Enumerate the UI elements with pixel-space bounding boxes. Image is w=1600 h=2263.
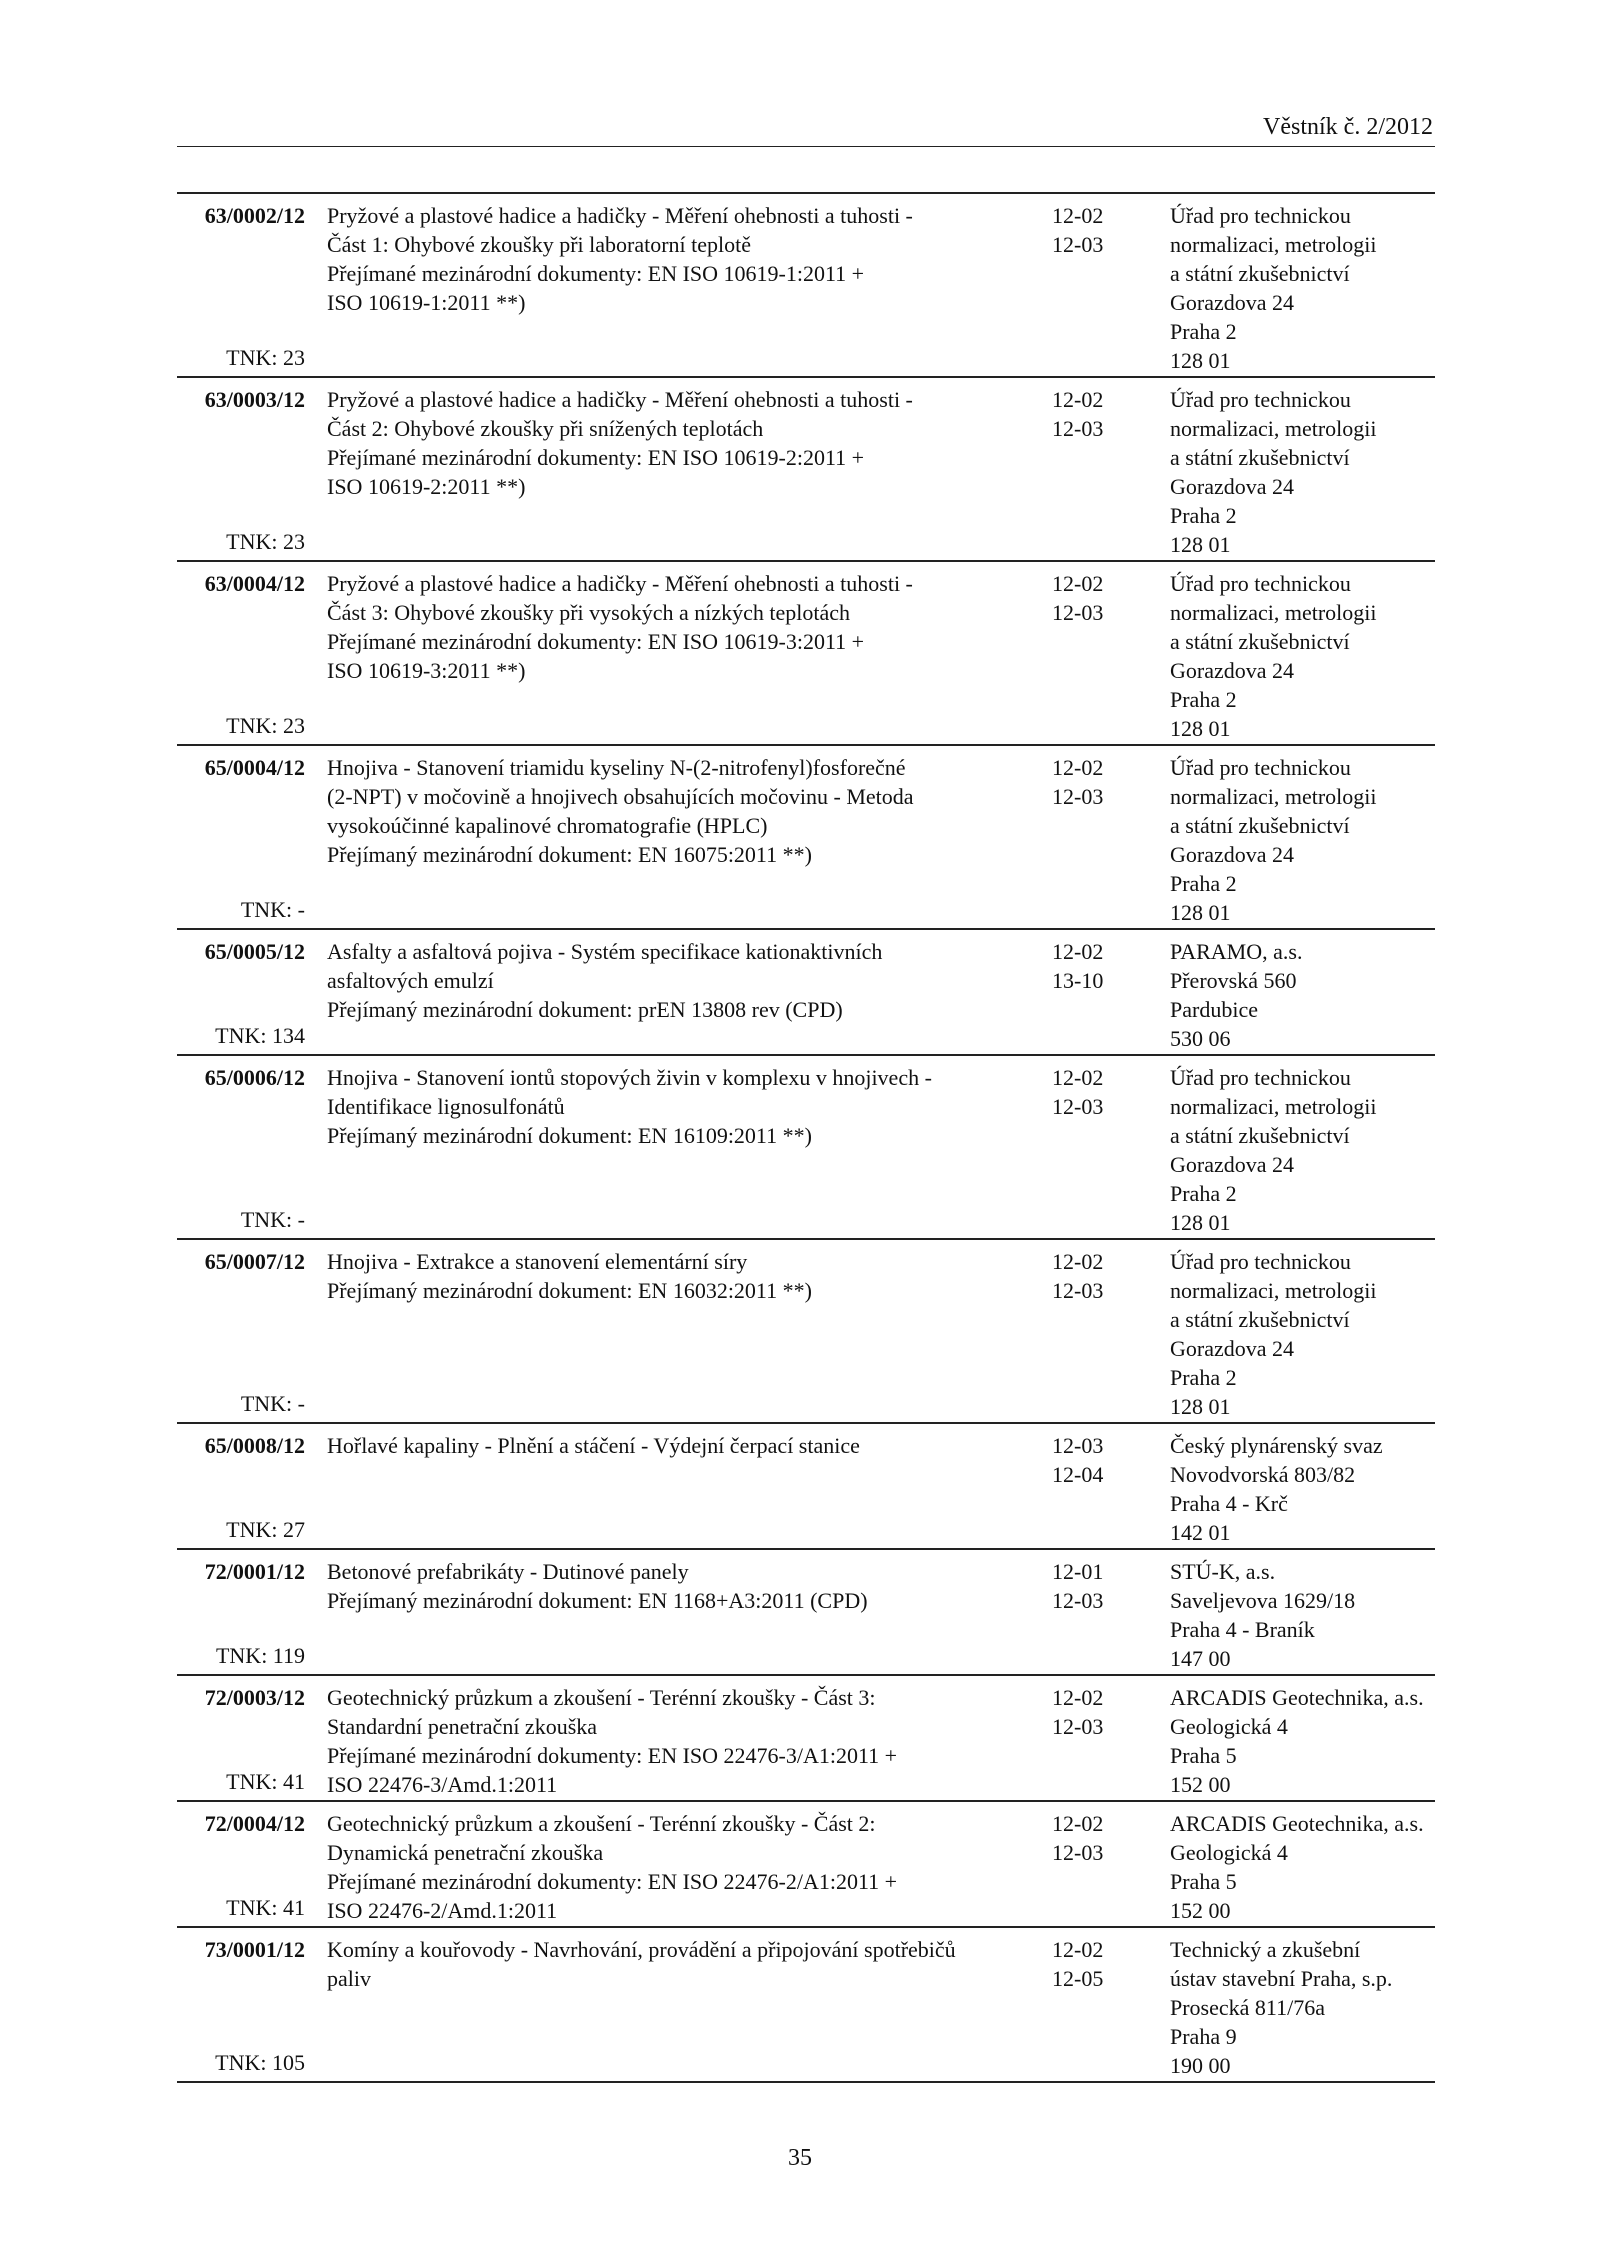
standard-id-cell xyxy=(177,1431,305,1550)
address-line: Saveljevova 1629/18 xyxy=(1170,1588,1356,1613)
address-line: Praha 5 xyxy=(1170,1743,1237,1768)
processor-address xyxy=(1170,1935,1440,2080)
dates-cell xyxy=(1052,1809,1152,1867)
standard-title xyxy=(327,385,1027,501)
title-line: Přejímaný mezinárodní dokument: EN 16075:2011 **) xyxy=(327,842,812,867)
address-line: Praha 9 xyxy=(1170,2024,1237,2049)
title-line: Přejímané mezinárodní dokumenty: EN ISO 10619-2:2011 + xyxy=(327,445,865,470)
address-line: Technický a zkušební xyxy=(1170,1937,1361,1962)
address-line: a státní zkušebnictví xyxy=(1170,261,1350,286)
address-line: normalizaci, metrologii xyxy=(1170,416,1377,441)
address-line: normalizaci, metrologii xyxy=(1170,1094,1377,1119)
title-line: Identifikace lignosulfonátů xyxy=(327,1094,565,1119)
dates-cell xyxy=(1052,201,1152,259)
address-line: a státní zkušebnictví xyxy=(1170,445,1350,470)
standard-title xyxy=(327,201,1027,317)
standard-id-cell xyxy=(177,937,305,1056)
processor-address xyxy=(1170,753,1440,927)
address-line: Praha 2 xyxy=(1170,503,1237,528)
standard-id: 72/0001/12 xyxy=(204,1559,305,1584)
date-value: 12-03 xyxy=(1052,1588,1104,1613)
page-header xyxy=(177,112,1435,147)
date-value: 12-04 xyxy=(1052,1462,1104,1487)
address-line: 128 01 xyxy=(1170,716,1231,741)
title-line: Hořlavé kapaliny - Plnění a stáčení - Výdejní čerpací stanice xyxy=(327,1433,860,1458)
processor-address xyxy=(1170,201,1440,375)
title-line: Přejímaný mezinárodní dokument: EN 16032:2011 **) xyxy=(327,1278,812,1303)
date-value: 12-03 xyxy=(1052,232,1104,257)
standard-title xyxy=(327,1431,1027,1460)
table-row xyxy=(177,378,1435,562)
table-row xyxy=(177,194,1435,378)
processor-address xyxy=(1170,1557,1440,1673)
processor-address xyxy=(1170,937,1440,1053)
address-line: normalizaci, metrologii xyxy=(1170,232,1377,257)
standard-id-cell xyxy=(177,1809,305,1928)
address-line: Praha 2 xyxy=(1170,1365,1237,1390)
processor-address xyxy=(1170,385,1440,559)
address-line: ústav stavební Praha, s.p. xyxy=(1170,1966,1393,1991)
address-line: Gorazdova 24 xyxy=(1170,658,1295,683)
standard-title xyxy=(327,1247,1027,1305)
address-line: 190 00 xyxy=(1170,2053,1231,2078)
tnk-label: TNK: 105 xyxy=(215,2050,305,2075)
standard-id: 72/0003/12 xyxy=(204,1685,305,1710)
address-line: 152 00 xyxy=(1170,1772,1231,1797)
standard-id-cell xyxy=(177,1683,305,1802)
standard-id-cell xyxy=(177,1557,305,1676)
date-value: 12-03 xyxy=(1052,600,1104,625)
standard-id: 65/0007/12 xyxy=(204,1249,305,1274)
address-line: Přerovská 560 xyxy=(1170,968,1297,993)
title-line: ISO 22476-3/Amd.1:2011 xyxy=(327,1772,558,1797)
standard-id: 63/0002/12 xyxy=(204,203,305,228)
address-line: Prosecká 811/76a xyxy=(1170,1995,1325,2020)
address-line: Úřad pro technickou xyxy=(1170,387,1351,412)
date-value: 12-02 xyxy=(1052,1811,1104,1836)
address-line: normalizaci, metrologii xyxy=(1170,784,1377,809)
address-line: a státní zkušebnictví xyxy=(1170,1123,1350,1148)
title-line: Hnojiva - Extrakce a stanovení elementární síry xyxy=(327,1249,748,1274)
address-line: Novodvorská 803/82 xyxy=(1170,1462,1356,1487)
processor-address xyxy=(1170,1683,1440,1799)
dates-cell xyxy=(1052,385,1152,443)
address-line: Gorazdova 24 xyxy=(1170,474,1295,499)
standard-title xyxy=(327,937,1027,1024)
address-line: 128 01 xyxy=(1170,1210,1231,1235)
title-line: Přejímaný mezinárodní dokument: EN 1168+A3:2011 (CPD) xyxy=(327,1588,868,1613)
date-value: 12-02 xyxy=(1052,203,1104,228)
title-line: paliv xyxy=(327,1966,371,1991)
title-line: Část 1: Ohybové zkoušky při laboratorní teplotě xyxy=(327,232,752,257)
address-line: Gorazdova 24 xyxy=(1170,1152,1295,1177)
title-line: Dynamická penetrační zkouška xyxy=(327,1840,604,1865)
standard-title xyxy=(327,1557,1027,1615)
processor-address xyxy=(1170,1809,1440,1925)
date-value: 12-02 xyxy=(1052,1249,1104,1274)
title-line: Hnojiva - Stanovení triamidu kyseliny N-(2-nitrofenyl)fosforečné xyxy=(327,755,906,780)
standard-id-cell xyxy=(177,753,305,930)
table-row xyxy=(177,930,1435,1056)
address-line: Praha 2 xyxy=(1170,319,1237,344)
address-line: Úřad pro technickou xyxy=(1170,1249,1351,1274)
date-value: 12-02 xyxy=(1052,571,1104,596)
address-line: ARCADIS Geotechnika, a.s. xyxy=(1170,1811,1424,1836)
title-line: Přejímaný mezinárodní dokument: EN 16109:2011 **) xyxy=(327,1123,812,1148)
standard-id-cell xyxy=(177,1063,305,1240)
address-line: Úřad pro technickou xyxy=(1170,1065,1351,1090)
title-line: Geotechnický průzkum a zkoušení - Terénní zkoušky - Část 2: xyxy=(327,1811,876,1836)
standard-id: 63/0004/12 xyxy=(204,571,305,596)
title-line: ISO 10619-2:2011 **) xyxy=(327,474,526,499)
address-line: Gorazdova 24 xyxy=(1170,1336,1295,1361)
standard-title xyxy=(327,1683,1027,1799)
date-value: 12-03 xyxy=(1052,1840,1104,1865)
tnk-label: TNK: 41 xyxy=(226,1769,305,1794)
title-line: Hnojiva - Stanovení iontů stopových živin v komplexu v hnojivech - xyxy=(327,1065,932,1090)
title-line: Betonové prefabrikáty - Dutinové panely xyxy=(327,1559,689,1584)
table-row xyxy=(177,1928,1435,2083)
address-line: 128 01 xyxy=(1170,348,1231,373)
address-line: 152 00 xyxy=(1170,1898,1231,1923)
tnk-label: TNK: 23 xyxy=(226,345,305,370)
processor-address xyxy=(1170,1431,1440,1547)
address-line: ARCADIS Geotechnika, a.s. xyxy=(1170,1685,1424,1710)
standard-title xyxy=(327,569,1027,685)
date-value: 12-03 xyxy=(1052,1433,1104,1458)
date-value: 12-03 xyxy=(1052,1094,1104,1119)
standard-id: 72/0004/12 xyxy=(204,1811,305,1836)
date-value: 12-03 xyxy=(1052,1278,1104,1303)
tnk-label: TNK: - xyxy=(240,897,305,922)
dates-cell xyxy=(1052,937,1152,995)
address-line: Úřad pro technickou xyxy=(1170,755,1351,780)
address-line: Pardubice xyxy=(1170,997,1258,1022)
date-value: 12-02 xyxy=(1052,1685,1104,1710)
standard-id: 65/0008/12 xyxy=(204,1433,305,1458)
standard-id: 65/0005/12 xyxy=(204,939,305,964)
tnk-label: TNK: 23 xyxy=(226,529,305,554)
table-row xyxy=(177,1240,1435,1424)
tnk-label: TNK: 134 xyxy=(215,1023,305,1048)
dates-cell xyxy=(1052,1683,1152,1741)
tnk-label: TNK: 119 xyxy=(215,1643,305,1668)
standard-id: 65/0004/12 xyxy=(204,755,305,780)
address-line: Praha 2 xyxy=(1170,871,1237,896)
address-line: STÚ-K, a.s. xyxy=(1170,1559,1276,1584)
processor-address xyxy=(1170,1247,1440,1421)
address-line: a státní zkušebnictví xyxy=(1170,1307,1350,1332)
standard-id-cell xyxy=(177,201,305,378)
title-line: Pryžové a plastové hadice a hadičky - Měření ohebnosti a tuhosti - xyxy=(327,387,913,412)
table-row xyxy=(177,1056,1435,1240)
journal-title: Věstník č. 2/2012 xyxy=(1263,114,1433,140)
address-line: Úřad pro technickou xyxy=(1170,571,1351,596)
address-line: normalizaci, metrologii xyxy=(1170,600,1377,625)
title-line: Asfalty a asfaltová pojiva - Systém specifikace kationaktivních xyxy=(327,939,883,964)
address-line: normalizaci, metrologii xyxy=(1170,1278,1377,1303)
address-line: Gorazdova 24 xyxy=(1170,842,1295,867)
address-line: Praha 5 xyxy=(1170,1869,1237,1894)
table-row xyxy=(177,746,1435,930)
date-value: 12-03 xyxy=(1052,1714,1104,1739)
standards-table xyxy=(177,192,1435,2083)
dates-cell xyxy=(1052,1935,1152,1993)
title-line: Část 3: Ohybové zkoušky při vysokých a nízkých teplotách xyxy=(327,600,851,625)
dates-cell xyxy=(1052,1063,1152,1121)
standard-title xyxy=(327,1063,1027,1150)
title-line: asfaltových emulzí xyxy=(327,968,494,993)
page-number: 35 xyxy=(788,2145,812,2171)
tnk-label: TNK: - xyxy=(240,1207,305,1232)
address-line: 128 01 xyxy=(1170,532,1231,557)
tnk-label: TNK: 27 xyxy=(226,1517,305,1542)
title-line: Část 2: Ohybové zkoušky při snížených teplotách xyxy=(327,416,764,441)
date-value: 12-02 xyxy=(1052,755,1104,780)
standard-id-cell xyxy=(177,385,305,562)
dates-cell xyxy=(1052,753,1152,811)
title-line: ISO 22476-2/Amd.1:2011 xyxy=(327,1898,558,1923)
dates-cell xyxy=(1052,1557,1152,1615)
title-line: Standardní penetrační zkouška xyxy=(327,1714,598,1739)
title-line: ISO 10619-1:2011 **) xyxy=(327,290,526,315)
standard-id-cell xyxy=(177,1247,305,1424)
address-line: 128 01 xyxy=(1170,1394,1231,1419)
date-value: 12-01 xyxy=(1052,1559,1104,1584)
date-value: 13-10 xyxy=(1052,968,1104,993)
date-value: 12-05 xyxy=(1052,1966,1104,1991)
address-line: 142 01 xyxy=(1170,1520,1231,1545)
standard-id-cell xyxy=(177,1935,305,2083)
address-line: 147 00 xyxy=(1170,1646,1231,1671)
standard-id: 73/0001/12 xyxy=(204,1937,305,1962)
address-line: Úřad pro technickou xyxy=(1170,203,1351,228)
date-value: 12-03 xyxy=(1052,416,1104,441)
dates-cell xyxy=(1052,1431,1152,1489)
address-line: a státní zkušebnictví xyxy=(1170,629,1350,654)
processor-address xyxy=(1170,569,1440,743)
processor-address xyxy=(1170,1063,1440,1237)
table-row xyxy=(177,1802,1435,1928)
table-row xyxy=(177,1676,1435,1802)
tnk-label: TNK: - xyxy=(240,1391,305,1416)
title-line: Pryžové a plastové hadice a hadičky - Měření ohebnosti a tuhosti - xyxy=(327,571,913,596)
address-line: Geologická 4 xyxy=(1170,1840,1288,1865)
title-line: Přejímané mezinárodní dokumenty: EN ISO 10619-1:2011 + xyxy=(327,261,865,286)
date-value: 12-02 xyxy=(1052,1065,1104,1090)
standard-title xyxy=(327,1935,1027,1993)
title-line: ISO 10619-3:2011 **) xyxy=(327,658,526,683)
title-line: (2-NPT) v močovině a hnojivech obsahujících močovinu - Metoda xyxy=(327,784,914,809)
dates-cell xyxy=(1052,569,1152,627)
address-line: Geologická 4 xyxy=(1170,1714,1288,1739)
table-row xyxy=(177,1550,1435,1676)
title-line: Pryžové a plastové hadice a hadičky - Měření ohebnosti a tuhosti - xyxy=(327,203,913,228)
address-line: 530 06 xyxy=(1170,1026,1231,1051)
dates-cell xyxy=(1052,1247,1152,1305)
title-line: Komíny a kouřovody - Navrhování, provádění a připojování spotřebičů xyxy=(327,1937,956,1962)
tnk-label: TNK: 23 xyxy=(226,713,305,738)
date-value: 12-02 xyxy=(1052,939,1104,964)
title-line: Přejímaný mezinárodní dokument: prEN 13808 rev (CPD) xyxy=(327,997,843,1022)
address-line: 128 01 xyxy=(1170,900,1231,925)
title-line: vysokoúčinné kapalinové chromatografie (HPLC) xyxy=(327,813,768,838)
date-value: 12-03 xyxy=(1052,784,1104,809)
date-value: 12-02 xyxy=(1052,387,1104,412)
address-line: Praha 4 - Krč xyxy=(1170,1491,1288,1516)
standard-id: 65/0006/12 xyxy=(204,1065,305,1090)
address-line: Praha 4 - Braník xyxy=(1170,1617,1315,1642)
title-line: Přejímané mezinárodní dokumenty: EN ISO 10619-3:2011 + xyxy=(327,629,865,654)
address-line: Český plynárenský svaz xyxy=(1170,1433,1383,1458)
date-value: 12-02 xyxy=(1052,1937,1104,1962)
tnk-label: TNK: 41 xyxy=(226,1895,305,1920)
title-line: Geotechnický průzkum a zkoušení - Terénní zkoušky - Část 3: xyxy=(327,1685,876,1710)
title-line: Přejímané mezinárodní dokumenty: EN ISO 22476-2/A1:2011 + xyxy=(327,1869,898,1894)
address-line: Praha 2 xyxy=(1170,1181,1237,1206)
standard-title xyxy=(327,753,1027,869)
address-line: Gorazdova 24 xyxy=(1170,290,1295,315)
standard-title xyxy=(327,1809,1027,1925)
address-line: Praha 2 xyxy=(1170,687,1237,712)
title-line: Přejímané mezinárodní dokumenty: EN ISO 22476-3/A1:2011 + xyxy=(327,1743,898,1768)
table-row xyxy=(177,562,1435,746)
table-row xyxy=(177,1424,1435,1550)
standard-id: 63/0003/12 xyxy=(204,387,305,412)
address-line: PARAMO, a.s. xyxy=(1170,939,1303,964)
standard-id-cell xyxy=(177,569,305,746)
address-line: a státní zkušebnictví xyxy=(1170,813,1350,838)
